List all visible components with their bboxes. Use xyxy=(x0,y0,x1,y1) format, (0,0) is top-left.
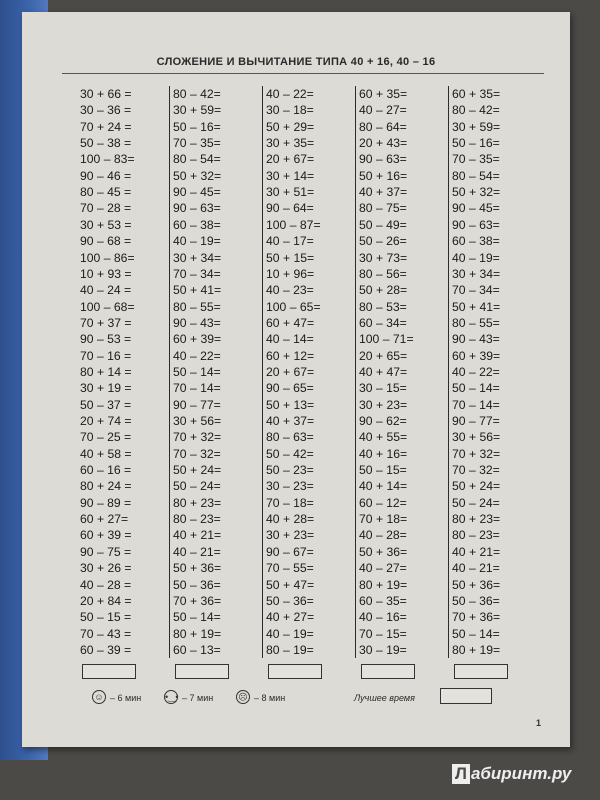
problem-item: 70 + 18= xyxy=(359,512,408,527)
problem-item: 30 + 56= xyxy=(173,414,222,428)
problem-item: 50 – 36= xyxy=(173,577,221,592)
problem-item: 30 + 23= xyxy=(266,528,315,543)
problem-item: 40 – 19= xyxy=(452,250,500,265)
problem-item: 60 – 34= xyxy=(359,315,407,330)
problem-item: 30 + 23= xyxy=(359,397,408,412)
problem-item: 70 – 14= xyxy=(173,381,221,396)
problem-item: 80 – 23= xyxy=(173,512,221,527)
problem-item: 50 + 15= xyxy=(266,250,315,265)
problem-item: 50 + 13= xyxy=(266,397,315,412)
problem-item: 80 – 19= xyxy=(266,642,314,657)
problem-item: 30 – 15= xyxy=(359,381,407,396)
problem-item: 60 + 39 = xyxy=(80,528,132,543)
problem-item: 30 + 26 = xyxy=(80,561,132,576)
problem-item: 100 – 68= xyxy=(80,299,135,314)
time-box[interactable] xyxy=(82,664,136,679)
problem-item: 30 + 34= xyxy=(173,250,222,265)
problem-item: 60 – 13= xyxy=(173,642,221,657)
problem-item: 20 + 43= xyxy=(359,136,408,151)
problem-item: 40 – 27= xyxy=(359,103,407,118)
problem-item: 50 – 16= xyxy=(173,119,221,134)
problem-item: 30 – 36 = xyxy=(80,103,132,118)
problem-item: 70 – 32= xyxy=(452,463,500,478)
problem-item: 80 – 42= xyxy=(452,103,500,118)
problem-item: 50 – 16= xyxy=(452,136,500,151)
problem-item: 40 – 27= xyxy=(359,561,407,576)
problem-item: 70 + 24 = xyxy=(80,119,132,134)
problem-item: 40 + 37= xyxy=(359,185,408,200)
problem-item: 90 – 45= xyxy=(452,201,500,216)
problem-item: 90 – 46 = xyxy=(80,168,132,183)
sad-face-icon: ☹ xyxy=(236,690,250,704)
neutral-face-icon: •‿• xyxy=(165,692,179,702)
problem-item: 50 + 47= xyxy=(266,577,315,592)
problem-item: 70 – 34= xyxy=(173,266,221,281)
problem-item: 20 + 84 = xyxy=(80,593,132,608)
problem-item: 70 – 35= xyxy=(452,152,500,167)
worksheet-page xyxy=(22,12,570,747)
problem-item: 80 – 54= xyxy=(452,168,500,183)
problem-item: 70 – 55= xyxy=(266,561,314,576)
problem-item: 90 – 63= xyxy=(452,217,500,232)
problem-item: 40 – 24 = xyxy=(80,283,132,298)
problem-item: 40 + 58 = xyxy=(80,446,132,461)
time-box[interactable] xyxy=(361,664,415,679)
problem-item: 80 – 55= xyxy=(452,315,500,330)
problem-item: 40 – 16= xyxy=(359,610,407,625)
problem-item: 80 – 63= xyxy=(266,430,314,445)
problem-column xyxy=(359,86,449,658)
watermark-logo-letter: Л xyxy=(452,764,470,784)
sad-time-label: – 8 мин xyxy=(254,693,286,703)
happy-time-label: – 6 мин xyxy=(110,693,142,703)
problem-item: 90 – 67= xyxy=(266,544,314,559)
problem-item: 40 – 14= xyxy=(266,332,314,347)
problem-item: 50 + 29= xyxy=(266,119,315,134)
problem-item: 40 – 23= xyxy=(266,283,314,298)
problem-item: 100 – 71= xyxy=(359,332,414,347)
problem-item: 40 – 17= xyxy=(266,234,314,249)
problem-item: 70 – 32= xyxy=(173,446,221,461)
problem-item: 40 – 22= xyxy=(173,348,221,363)
problem-item: 30 + 56= xyxy=(452,430,501,445)
problem-item: 80 – 64= xyxy=(359,119,407,134)
problem-item: 90 – 64= xyxy=(266,201,314,216)
problem-item: 40 + 21= xyxy=(452,544,501,559)
problem-item: 70 – 14= xyxy=(452,397,500,412)
problem-item: 40 + 37= xyxy=(266,414,315,428)
column-divider xyxy=(355,86,356,658)
problem-item: 30 + 59= xyxy=(173,103,222,118)
problem-item: 30 + 14= xyxy=(266,168,315,183)
problem-item: 50 – 24= xyxy=(173,479,221,494)
problem-item: 80 + 19= xyxy=(173,626,222,641)
problem-item: 20 + 65= xyxy=(359,348,408,363)
problem-item: 40 + 14= xyxy=(359,479,408,494)
problem-item: 30 + 73= xyxy=(359,250,408,265)
problem-item: 80 + 24 = xyxy=(80,479,132,494)
problem-item: 60 – 35= xyxy=(359,593,407,608)
problem-item: 50 – 38 = xyxy=(80,136,132,151)
problem-item: 50 + 24= xyxy=(452,479,501,494)
page-number: 1 xyxy=(536,718,542,728)
problem-item: 50 + 24= xyxy=(173,463,222,478)
problem-item: 70 – 34= xyxy=(452,283,500,298)
problem-item: 70 – 15= xyxy=(359,626,407,641)
problem-item: 50 – 14= xyxy=(173,364,221,379)
problem-item: 60 + 35= xyxy=(359,87,408,101)
problem-item: 50 – 26= xyxy=(359,234,407,249)
problem-column xyxy=(266,86,356,658)
problem-item: 30 + 35= xyxy=(266,136,315,151)
problem-item: 50 + 36= xyxy=(452,577,501,592)
problem-item: 50 – 42= xyxy=(266,446,314,461)
problem-item: 70 – 28 = xyxy=(80,201,132,216)
problem-item: 60 + 12= xyxy=(266,348,315,363)
problem-grid xyxy=(80,86,550,658)
problem-item: 60 – 38= xyxy=(173,217,221,232)
problem-item: 50 – 14= xyxy=(173,610,221,625)
problem-item: 80 + 19= xyxy=(359,577,408,592)
problem-item: 40 – 28= xyxy=(359,528,407,543)
problem-item: 40 – 22= xyxy=(452,364,500,379)
problem-item: 80 + 23= xyxy=(452,512,501,527)
problem-item: 50 + 41= xyxy=(452,299,501,314)
problem-item: 70 + 37 = xyxy=(80,315,132,330)
problem-item: 80 – 23= xyxy=(452,528,500,543)
problem-item: 30 – 18= xyxy=(266,103,314,118)
problem-item: 40 + 27= xyxy=(266,610,315,625)
problem-item: 10 + 93 = xyxy=(80,266,132,281)
problem-item: 40 – 21= xyxy=(452,561,500,576)
problem-item: 50 + 16= xyxy=(359,168,408,183)
problem-item: 60 + 35= xyxy=(452,87,501,101)
problem-column xyxy=(452,86,542,658)
problem-item: 90 – 43= xyxy=(452,332,500,347)
problem-item: 70 – 43 = xyxy=(80,626,132,641)
problem-item: 40 – 19= xyxy=(266,626,314,641)
problem-item: 50 – 37 = xyxy=(80,397,132,412)
problem-item: 60 + 27= xyxy=(80,512,129,527)
problem-item: 80 + 23= xyxy=(173,495,222,510)
problem-item: 50 + 41= xyxy=(173,283,222,298)
problem-item: 30 + 53 = xyxy=(80,217,132,232)
problem-item: 80 – 56= xyxy=(359,266,407,281)
problem-item: 90 – 63= xyxy=(173,201,221,216)
problem-item: 100 – 87= xyxy=(266,217,321,232)
problem-item: 70 – 16 = xyxy=(80,348,132,363)
problem-item: 100 – 86= xyxy=(80,250,135,265)
column-divider xyxy=(262,86,263,658)
problem-item: 60 + 47= xyxy=(266,315,315,330)
problem-item: 60 + 39= xyxy=(173,332,222,347)
problem-item: 80 – 45 = xyxy=(80,185,132,200)
problem-item: 40 + 16= xyxy=(359,446,408,461)
problem-item: 40 + 47= xyxy=(359,364,408,379)
problem-item: 90 – 53 = xyxy=(80,332,132,347)
problem-item: 90 – 77= xyxy=(452,414,500,428)
happy-face-icon: ☺ xyxy=(92,690,106,704)
problem-item: 50 – 23= xyxy=(266,463,314,478)
problem-item: 50 – 15= xyxy=(359,463,407,478)
problem-item: 90 – 43= xyxy=(173,315,221,330)
problem-item: 50 – 36= xyxy=(266,593,314,608)
problem-item: 30 – 23= xyxy=(266,479,314,494)
problem-item: 30 + 34= xyxy=(452,266,501,281)
best-time-box[interactable] xyxy=(440,688,492,704)
problem-item: 60 – 39 = xyxy=(80,642,132,657)
problem-item: 70 – 18= xyxy=(266,495,314,510)
problem-item: 40 – 28 = xyxy=(80,577,132,592)
problem-item: 80 – 42= xyxy=(173,87,221,101)
time-box[interactable] xyxy=(268,664,322,679)
problem-item: 80 – 75= xyxy=(359,201,407,216)
problem-column xyxy=(80,86,170,658)
problem-item: 60 – 16 = xyxy=(80,463,132,478)
site-watermark xyxy=(452,764,571,784)
problem-item: 80 + 19= xyxy=(452,642,501,657)
problem-item: 60 – 12= xyxy=(359,495,407,510)
problem-item: 20 + 74 = xyxy=(80,414,132,428)
problem-item: 40 – 22= xyxy=(266,87,314,101)
problem-item: 70 – 35= xyxy=(173,136,221,151)
time-box[interactable] xyxy=(454,664,508,679)
problem-item: 50 – 14= xyxy=(452,626,500,641)
problem-item: 50 + 36= xyxy=(359,544,408,559)
problem-item: 50 + 36= xyxy=(173,561,222,576)
problem-item: 90 – 45= xyxy=(173,185,221,200)
problem-item: 90 – 75 = xyxy=(80,544,132,559)
problem-item: 80 – 53= xyxy=(359,299,407,314)
problem-item: 70 + 36= xyxy=(452,610,501,625)
problem-item: 70 + 32= xyxy=(173,430,222,445)
problem-item: 80 + 14 = xyxy=(80,364,132,379)
problem-item: 70 + 36= xyxy=(173,593,222,608)
problem-item: 50 – 49= xyxy=(359,217,407,232)
problem-item: 40 + 28= xyxy=(266,512,315,527)
problem-item: 30 + 51= xyxy=(266,185,315,200)
problem-item: 40 + 21= xyxy=(173,528,222,543)
problem-item: 100 – 65= xyxy=(266,299,321,314)
problem-item: 30 + 19 = xyxy=(80,381,132,396)
problem-item: 50 – 36= xyxy=(452,593,500,608)
column-divider xyxy=(169,86,170,658)
best-time-label: Лучшее время xyxy=(354,693,415,703)
problem-item: 30 + 66 = xyxy=(80,87,132,101)
title-divider xyxy=(62,73,544,74)
problem-item: 90 – 68 = xyxy=(80,234,132,249)
problem-item: 30 – 19= xyxy=(359,642,407,657)
problem-item: 10 + 96= xyxy=(266,266,315,281)
problem-item: 90 – 89 = xyxy=(80,495,132,510)
problem-item: 50 – 24= xyxy=(452,495,500,510)
watermark-text: абиринт.ру xyxy=(470,764,572,783)
problem-item: 40 – 19= xyxy=(173,234,221,249)
problem-item: 20 + 67= xyxy=(266,152,315,167)
problem-item: 70 – 25 = xyxy=(80,430,132,445)
problem-item: 60 – 38= xyxy=(452,234,500,249)
problem-item: 50 + 32= xyxy=(452,185,501,200)
problem-item: 40 – 21= xyxy=(173,544,221,559)
problem-item: 50 + 28= xyxy=(359,283,408,298)
problem-item: 50 + 32= xyxy=(173,168,222,183)
problem-column xyxy=(173,86,263,658)
problem-item: 60 + 39= xyxy=(452,348,501,363)
problem-item: 80 – 55= xyxy=(173,299,221,314)
problem-item: 40 + 55= xyxy=(359,430,408,445)
problem-item: 20 + 67= xyxy=(266,364,315,379)
problem-item: 90 – 63= xyxy=(359,152,407,167)
problem-item: 90 – 77= xyxy=(173,397,221,412)
footer-timings xyxy=(22,691,570,707)
problem-item: 80 – 54= xyxy=(173,152,221,167)
problem-item: 70 + 32= xyxy=(452,446,501,461)
problem-item: 90 – 62= xyxy=(359,414,407,428)
time-box[interactable] xyxy=(175,664,229,679)
page-title: СЛОЖЕНИЕ И ВЫЧИТАНИЕ ТИПА 40 + 16, 40 – 16 xyxy=(156,56,436,68)
problem-item: 90 – 65= xyxy=(266,381,314,396)
neutral-time-label: – 7 мин xyxy=(182,693,214,703)
problem-item: 100 – 83= xyxy=(80,152,135,167)
problem-item: 50 – 15 = xyxy=(80,610,132,625)
problem-item: 30 + 59= xyxy=(452,119,501,134)
problem-item: 50 – 14= xyxy=(452,381,500,396)
column-divider xyxy=(448,86,449,658)
